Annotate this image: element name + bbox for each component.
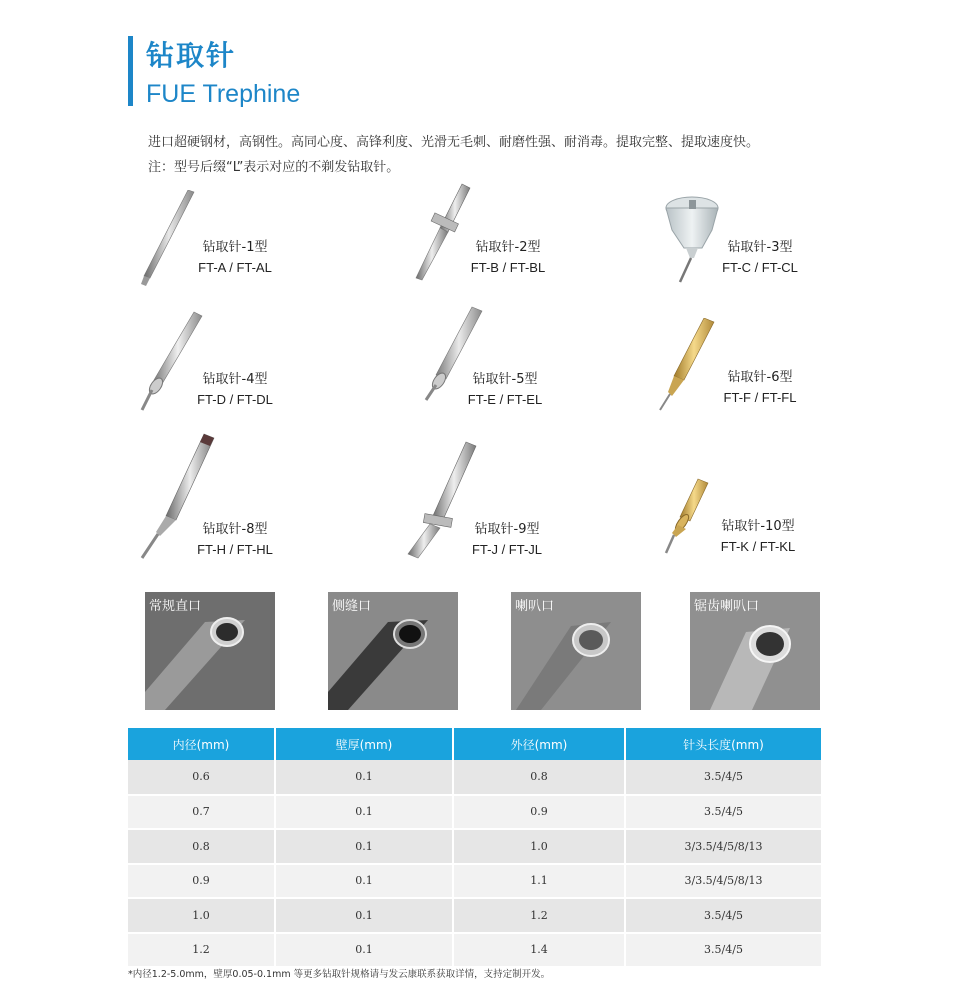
intro-note: 注：型号后缀“L”表示对应的不剃发钻取针。: [148, 160, 400, 175]
product-name: 钻取针-4型: [202, 372, 268, 387]
table-row: [128, 933, 821, 968]
product-4: [130, 310, 390, 420]
table-cell: 0.6: [128, 760, 275, 795]
product-code: FT-F / FT-FL: [723, 390, 797, 405]
table-cell: 1.2: [453, 898, 625, 933]
table-cell: 0.1: [275, 795, 453, 830]
product-2: [410, 180, 670, 290]
product-code: FT-D / FT-DL: [197, 392, 273, 407]
table-cell: 3.5/4/5: [625, 898, 821, 933]
table-cell: 3.5/4/5: [625, 933, 821, 968]
column-header: 针头长度(mm): [625, 728, 821, 760]
page-subtitle: FUE Trephine: [146, 80, 301, 108]
tip-label: 常规直口: [149, 599, 202, 614]
table-cell: 0.7: [128, 795, 275, 830]
table-row: [128, 898, 821, 933]
intro-text: 进口超硬钢材，高钢性。高同心度、高锋利度、光滑无毛刺、耐磨性强、耐消毒。提取完整、提取速度快。: [148, 135, 760, 150]
product-name: 钻取针-2型: [475, 240, 541, 255]
tip-photo-straight: [145, 592, 275, 710]
product-1: [130, 190, 390, 300]
product-name: 钻取针-9型: [474, 522, 540, 537]
table-cell: 0.1: [275, 933, 453, 968]
product-5: [410, 305, 670, 415]
table-cell: 0.9: [128, 864, 275, 899]
product-code: FT-E / FT-EL: [467, 392, 543, 407]
table-cell: 3.5/4/5: [625, 760, 821, 795]
table-cell: 0.1: [275, 898, 453, 933]
column-header: 壁厚(mm): [275, 728, 453, 760]
spec-table: [128, 728, 821, 968]
table-cell: 3/3.5/4/5/8/13: [625, 829, 821, 864]
tip-label: 锯齿喇叭口: [694, 599, 760, 614]
product-8: [400, 440, 660, 557]
column-header: 内径(mm): [128, 728, 275, 760]
table-row: [128, 864, 821, 899]
tip-photo-serrated-flared: [690, 592, 820, 710]
tip-photo-side-slit: [328, 592, 458, 710]
table-cell: 0.8: [128, 829, 275, 864]
footnote: *内径1.2-5.0mm，壁厚0.05-0.1mm 等更多钻取针规格请与发云康联系获取详情，支持定制开发。: [128, 969, 551, 980]
product-code: FT-H / FT-HL: [197, 542, 273, 557]
product-name: 钻取针-10型: [721, 519, 795, 534]
product-name: 钻取针-6型: [727, 370, 793, 385]
table-cell: 1.0: [453, 829, 625, 864]
table-cell: 0.8: [453, 760, 625, 795]
table-cell: 1.4: [453, 933, 625, 968]
table-cell: 1.0: [128, 898, 275, 933]
product-code: FT-J / FT-JL: [471, 542, 543, 557]
tip-photo-flared: [511, 592, 641, 710]
table-cell: 0.1: [275, 829, 453, 864]
table-row: [128, 760, 821, 795]
table-cell: 1.2: [128, 933, 275, 968]
tip-label: 侧缝口: [332, 599, 372, 614]
table-cell: 0.9: [453, 795, 625, 830]
product-3: [650, 190, 910, 300]
table-cell: 3.5/4/5: [625, 795, 821, 830]
page-title: 钻取针: [146, 39, 237, 72]
tip-label: 喇叭口: [515, 599, 555, 614]
product-name: 钻取针-8型: [202, 522, 268, 537]
table-row: [128, 795, 821, 830]
product-code: FT-K / FT-KL: [720, 539, 796, 554]
title-accent-bar: [128, 36, 133, 106]
product-6: [650, 318, 910, 428]
table-cell: 0.1: [275, 760, 453, 795]
product-name: 钻取针-3型: [727, 240, 793, 255]
product-code: FT-B / FT-BL: [470, 260, 546, 275]
product-9: [650, 475, 910, 585]
product-name: 钻取针-1型: [202, 240, 268, 255]
product-code: FT-A / FT-AL: [198, 260, 272, 275]
table-cell: 0.1: [275, 864, 453, 899]
table-cell: 1.1: [453, 864, 625, 899]
table-header-row: [128, 728, 821, 760]
product-code: FT-C / FT-CL: [722, 260, 798, 275]
product-7: [130, 432, 390, 557]
column-header: 外径(mm): [453, 728, 625, 760]
table-cell: 3/3.5/4/5/8/13: [625, 864, 821, 899]
product-name: 钻取针-5型: [472, 372, 538, 387]
table-row: [128, 829, 821, 864]
